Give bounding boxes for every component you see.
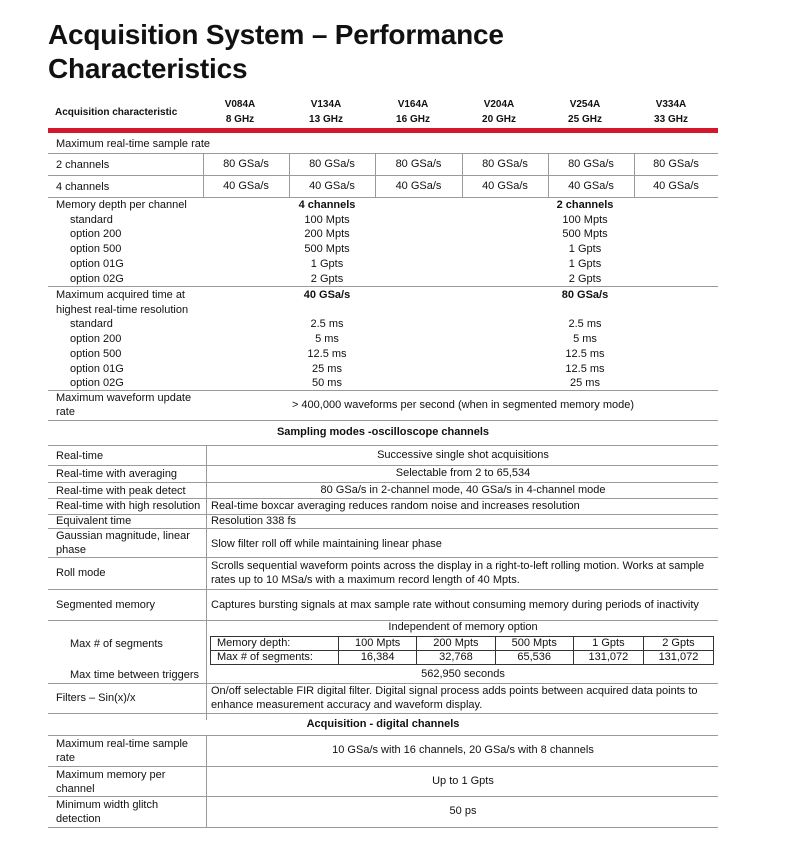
row-glitch-detection: Minimum width glitch detection 50 ps bbox=[48, 797, 718, 828]
row-time-between-triggers: Max time between triggers 562,950 seconds bbox=[48, 668, 718, 684]
section-digital-channels: Acquisition - digital channels bbox=[306, 718, 460, 730]
value-column-divider bbox=[206, 736, 207, 827]
section-sampling-modes-rule bbox=[48, 426, 718, 446]
header-model-6: V334A 33 GHz bbox=[654, 99, 688, 125]
row-memory-depth bbox=[48, 197, 718, 287]
row-four-channels: 4 channels 40 GSa/s 40 GSa/s 40 GSa/s 40 GSa/s 40 GSa/s 40 GSa/s bbox=[48, 176, 718, 198]
row-high-resolution: Real-time with high resolution Real-time boxcar averaging reduces random noise and increases resolution bbox=[48, 499, 718, 515]
section-digital-rule bbox=[48, 714, 718, 736]
row-peak-detect: Real-time with peak detect 80 GSa/s in 2-channel mode, 40 GSa/s in 4-channel mode bbox=[48, 483, 718, 499]
roll-mode-value: Scrolls sequential waveform points across the display in a right-to-left rolling motion. Works at sample rates up to 10 MSa/s with a maximum record length of 40 Mpts. bbox=[211, 560, 705, 586]
column-divider bbox=[548, 154, 549, 197]
max-acquired-time-labels: Maximum acquired time at highest real-time resolution standard option 200 option 500 option 01G option 02G bbox=[56, 289, 189, 390]
row-digital-memory: Maximum memory per channel Up to 1 Gpts bbox=[48, 767, 718, 797]
value-column-divider bbox=[206, 446, 207, 720]
filters-value: On/off selectable FIR digital filter. Digital signal process adds points between acquired data points to enhance measurement accuracy and waveform display. bbox=[211, 685, 698, 711]
column-divider bbox=[375, 154, 376, 197]
row-two-channels: 2 channels 80 GSa/s 80 GSa/s 80 GSa/s 80 GSa/s 80 GSa/s 80 GSa/s bbox=[48, 154, 718, 176]
segments-count-row: Max # of segments: 16,384 32,768 65,536 131,072 131,072 bbox=[211, 651, 714, 665]
row-segmented-memory: Segmented memory Captures bursting signals at max sample rate without consuming memory during periods of inactivity bbox=[48, 590, 718, 621]
max-acquired-time-80gsa: 80 GSa/s 2.5 ms 5 ms 12.5 ms 12.5 ms 25 ms bbox=[561, 289, 609, 390]
segments-table bbox=[210, 636, 714, 665]
header-model-1: V084A 8 GHz bbox=[224, 99, 256, 125]
max-acquired-time-40gsa: 40 GSa/s 2.5 ms 5 ms 12.5 ms 25 ms 50 ms bbox=[303, 289, 351, 390]
row-real-time: Real-time Successive single shot acquisitions bbox=[48, 446, 718, 466]
column-divider bbox=[462, 154, 463, 197]
column-divider bbox=[203, 154, 204, 197]
row-gaussian: Gaussian magnitude, linear phase Slow filter roll off while maintaining linear phase bbox=[48, 529, 718, 558]
memory-depth-four-channels: 4 channels 100 Mpts 200 Mpts 500 Mpts 1 Gpts 2 Gpts bbox=[298, 199, 356, 285]
gaussian-label: Gaussian magnitude, linear phase bbox=[56, 530, 190, 556]
glitch-label: Minimum width glitch detection bbox=[56, 799, 159, 825]
row-max-acquired-time bbox=[48, 287, 718, 391]
column-divider bbox=[634, 154, 635, 197]
page-title: Acquisition System – Performance Characteristics bbox=[48, 19, 504, 84]
section-sampling-modes: Sampling modes -oscilloscope channels bbox=[276, 426, 490, 438]
digital-rate-label: Maximum real-time sample rate bbox=[56, 738, 189, 764]
update-rate-label: Maximum waveform update rate bbox=[56, 392, 192, 418]
row-equivalent-time: Equivalent time Resolution 338 fs bbox=[48, 515, 718, 529]
segments-memory-depth-row: Memory depth: 100 Mpts 200 Mpts 500 Mpts 1 Gpts 2 Gpts bbox=[211, 637, 714, 651]
header-acquisition-characteristic: Acquisition characteristic bbox=[55, 107, 178, 118]
header-model-2: V134A 13 GHz bbox=[309, 99, 343, 125]
row-digital-sample-rate: Maximum real-time sample rate 10 GSa/s with 16 channels, 20 GSa/s with 8 channels bbox=[48, 736, 718, 767]
header-model-3: V164A 16 GHz bbox=[396, 99, 430, 125]
column-divider bbox=[289, 154, 290, 197]
row-max-segments: Max # of segments Independent of memory option bbox=[70, 621, 538, 650]
digital-memory-label: Maximum memory per channel bbox=[56, 769, 166, 795]
row-waveform-update-rate: Maximum waveform update rate > 400,000 waveforms per second (when in segmented memory mode) bbox=[48, 391, 718, 421]
memory-depth-labels: Memory depth per channel standard option 200 option 500 option 01G option 02G bbox=[56, 199, 187, 285]
row-roll-mode: Roll mode Scrolls sequential waveform points across the display in a right-to-left rolling motion. Works at sample rates up to 10 MSa/s with a maximum record length of 40 Mpts. bbox=[48, 558, 718, 590]
header-model-4: V204A 20 GHz bbox=[482, 99, 516, 125]
header-model-5: V254A 25 GHz bbox=[568, 99, 602, 125]
memory-depth-two-channels: 2 channels 100 Mpts 500 Mpts 1 Gpts 1 Gpts 2 Gpts bbox=[556, 199, 614, 285]
row-real-time-averaging: Real-time with averaging Selectable from 2 to 65,534 bbox=[48, 466, 718, 483]
row-max-sample-rate: Maximum real-time sample rate bbox=[48, 133, 718, 154]
row-filters: Filters – Sin(x)/x On/off selectable FIR digital filter. Digital signal process adds points between acquired data points to enhance measurement accuracy and waveform display. bbox=[48, 684, 718, 714]
